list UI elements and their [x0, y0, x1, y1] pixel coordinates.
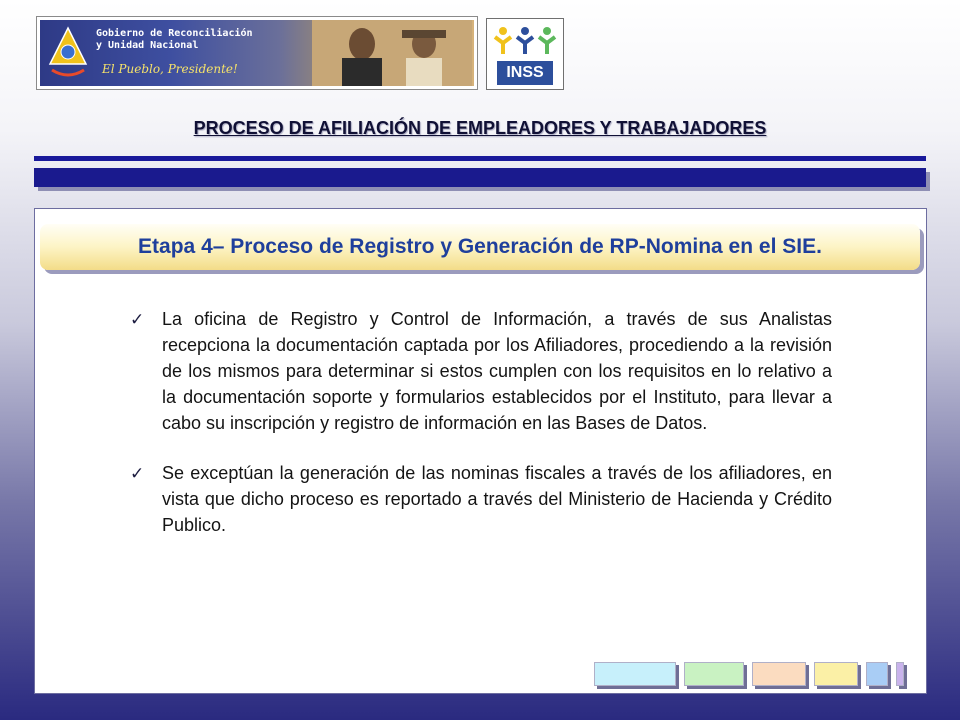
government-name-line1: Gobierno de Reconciliación — [96, 28, 253, 39]
divider-thin — [34, 156, 926, 161]
page-title: PROCESO DE AFILIACIÓN DE EMPLEADORES Y TRABAJADORES — [193, 118, 767, 138]
bullet-list — [130, 306, 832, 538]
government-name — [96, 28, 253, 52]
government-name-line2: y Unidad Nacional — [96, 40, 199, 51]
inss-label: INSS — [497, 61, 553, 85]
color-tab-peach — [752, 662, 806, 686]
bullet-item — [130, 306, 832, 436]
color-tab-yellow — [814, 662, 858, 686]
stage-banner — [40, 224, 920, 270]
bullet-item — [130, 460, 832, 538]
divider-thick — [34, 168, 926, 187]
bullet-text: La oficina de Registro y Control de Información, a través de sus Analistas recepciona la documentación captada por los Afiliadores, procediendo a la revisión de los mismos para determinar si estos cumplen con los requisitos en lo relativo a la documentación soporte y formularios establecidos por el Instituto, para llevar a cabo su inscripción y registro de información en las Bases de Datos. — [162, 309, 832, 433]
nicaragua-emblem-icon — [46, 24, 90, 82]
check-icon: ✓ — [130, 310, 145, 329]
color-tab-blue — [866, 662, 888, 686]
color-tab-green — [684, 662, 744, 686]
government-logo — [36, 16, 478, 90]
people-icon — [493, 25, 557, 55]
bullet-text: Se exceptúan la generación de las nominas fiscales a través de los afiliadores, en vista que dicho proceso es reportado a través del Ministerio de Hacienda y Crédito Publico. — [162, 463, 832, 535]
color-tab-purple — [896, 662, 904, 686]
inss-logo — [486, 18, 564, 90]
government-slogan: El Pueblo, Presidente! — [102, 62, 238, 76]
color-tab-cyan — [594, 662, 676, 686]
portraits-image — [312, 20, 472, 86]
check-icon: ✓ — [130, 464, 145, 483]
stage-title: Etapa 4– Proceso de Registro y Generación de RP-Nomina en el SIE. — [138, 235, 822, 258]
